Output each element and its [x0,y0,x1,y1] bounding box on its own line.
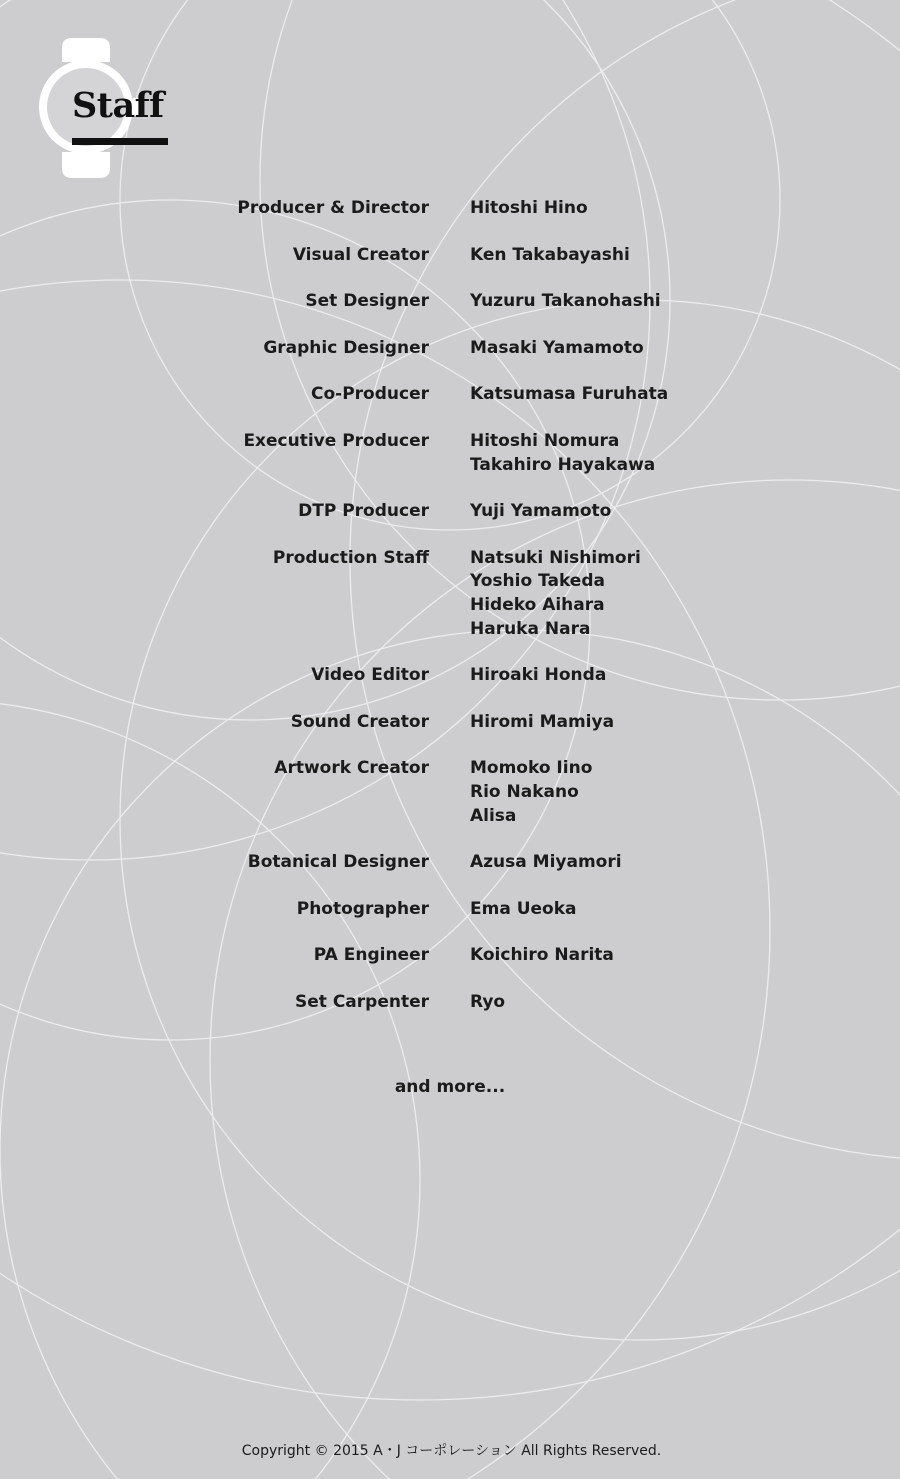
credit-person: Haruka Nara [470,618,591,639]
credit-names [470,383,890,407]
credit-row [0,944,900,968]
credit-person: Ryo [470,991,506,1012]
credit-row [0,757,900,828]
credit-role: Photographer [296,898,429,919]
page-title: Staff [72,85,164,126]
credit-person: Ken Takabayashi [470,244,630,265]
credit-names [470,547,890,641]
credit-row [0,383,900,407]
credit-person: Masaki Yamamoto [470,337,644,358]
credit-role: Graphic Designer [263,337,429,358]
credit-names [470,290,890,314]
credit-person: Alisa [470,805,517,826]
credit-role: Botanical Designer [247,852,429,873]
credit-person: Hideko Aihara [470,594,605,615]
credit-names [470,944,890,968]
credit-row [0,664,900,688]
credit-role: Artwork Creator [274,758,429,779]
credit-person: Momoko Iino [470,758,593,779]
credit-row [0,290,900,314]
credit-names [470,244,890,268]
credit-names [470,757,890,828]
credit-names [470,991,890,1015]
credit-row [0,197,900,221]
credit-role: Executive Producer [243,430,429,451]
credit-person: Koichiro Narita [470,945,614,966]
credit-person: Rio Nakano [470,781,579,802]
credit-names [470,337,890,361]
credit-names [470,711,890,735]
copyright-footer: Copyright © 2015 A・J コーポレーション All Rights Reserved. [241,1443,662,1459]
credit-role: Co-Producer [311,384,429,405]
staff-header [38,36,178,181]
credit-row [0,337,900,361]
credit-row [0,547,900,641]
credit-person: Hitoshi Hino [470,198,588,218]
credit-names [470,851,890,875]
credit-names [470,197,890,221]
credit-person: Hiroaki Honda [470,665,607,686]
credit-role: Producer & Director [237,198,429,218]
credit-names [470,430,890,477]
and-more-text: and more... [394,1077,506,1097]
credit-row [0,898,900,922]
credit-row [0,430,900,477]
credit-person: Takahiro Hayakawa [470,454,656,475]
credit-row [0,851,900,875]
credit-role: Production Staff [272,547,429,568]
credit-row [0,991,900,1015]
credit-person: Azusa Miyamori [470,852,622,873]
credit-person: Yoshio Takeda [470,571,605,592]
credit-row [0,711,900,735]
credits-list [0,197,900,1037]
credit-role: Visual Creator [292,244,429,265]
credit-person: Hitoshi Nomura [470,430,620,451]
credit-role: Set Carpenter [295,991,429,1012]
credit-role: DTP Producer [298,501,429,522]
credit-row [0,500,900,524]
credit-names [470,500,890,524]
credit-person: Yuzuru Takanohashi [470,291,661,312]
credit-names [470,898,890,922]
credit-names [470,664,890,688]
credit-row [0,244,900,268]
credit-person: Yuji Yamamoto [470,501,612,522]
credit-person: Natsuki Nishimori [470,547,641,568]
credit-person: Ema Ueoka [470,898,577,919]
credit-role: PA Engineer [313,945,429,966]
credit-person: Hiromi Mamiya [470,711,615,732]
credit-role: Sound Creator [290,711,429,732]
credit-person: Katsumasa Furuhata [470,384,669,405]
credit-role: Video Editor [311,665,429,686]
credit-role: Set Designer [305,291,429,312]
title-underline [72,138,168,145]
